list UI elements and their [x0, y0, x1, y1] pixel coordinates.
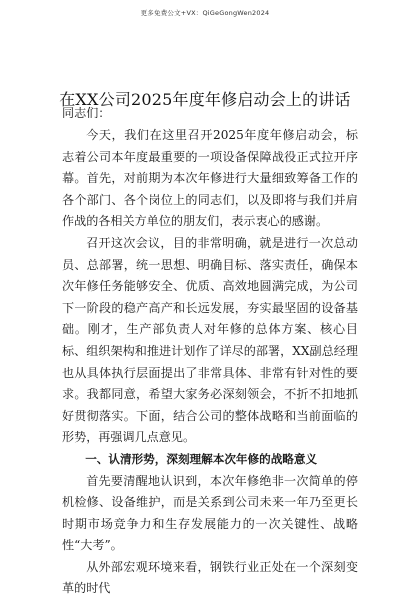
paragraph-purpose: 召开这次会议，目的非常明确，就是进行一次总动员、总部署，统一思想、明确目标、落实责任，确保本次年修任务能够安全、优质、高效地圆满完成，为公司下一阶段的稳产高产和长远发展，夯实最坚固的设备基础。刚才，生产部负责人对年修的总体方案、核心目标、组织架构和推进计划作了详尽的部署，XX副总经理也从具体执行层面提出了非常具体、非常有针对性的要求。我都同意，希望大家务必深刻领会，不折不扣地抓好贯彻落实。下面，结合公司的整体战略和当前面临的形势，再强调几点意见。 [62, 235, 358, 445]
paragraph-opening: 今天，我们在这里召开2025年度年修启动会，标志着公司本年度最重要的一项设备保障战役正式拉开序幕。首先，对前期为本次年修进行大量细致筹备工作的各个部门、各个岗位上的同志们，以及即将与我们并肩作战的各相关方单位的朋友们，表示衷心的感谢。 [62, 128, 358, 229]
document-body [62, 103, 358, 600]
salutation: 同志们： [62, 106, 111, 120]
header-note: 更多免费公文+VX：QiGeGongWen2024 [140, 9, 270, 17]
section-heading: 一、认清形势，深刻理解本次年修的战略意义 [85, 451, 318, 466]
document-title: 在XX公司2025年度年修启动会上的讲话 [59, 89, 351, 109]
paragraph-external-environment: 从外部宏观环境来看，钢铁行业正处在一个深刻变革的时代 [62, 559, 358, 596]
paragraph-significance: 首先要清醒地认识到，本次年修绝非一次简单的停机检修、设备维护，而是关系到公司未来一年乃至更长时期市场竞争力和生存发展能力的一次关键性、战略性“大考”。 [62, 473, 358, 553]
